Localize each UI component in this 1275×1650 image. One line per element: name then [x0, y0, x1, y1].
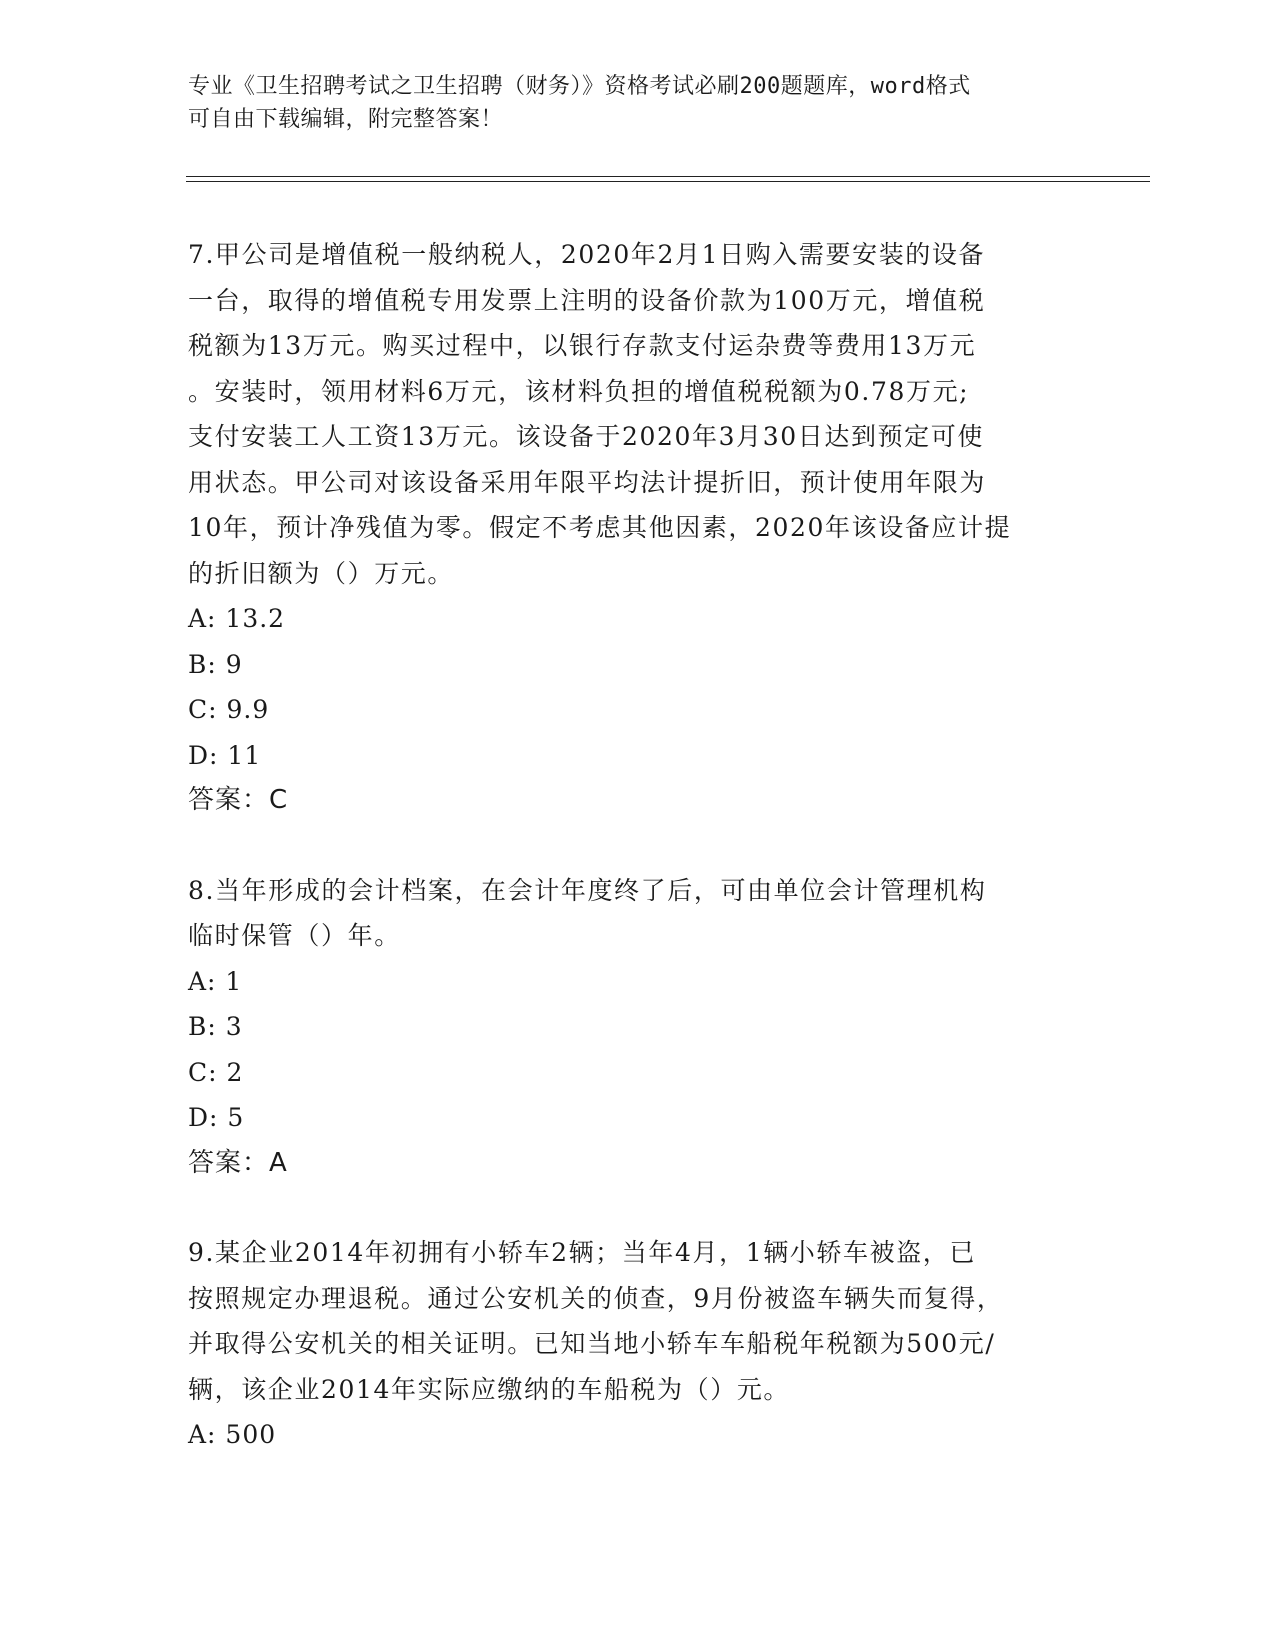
question-text-line: 7.甲公司是增值税一般纳税人，2020年2月1日购入需要安装的设备: [188, 240, 986, 269]
header-line: 可自由下载编辑，附完整答案！: [188, 107, 504, 132]
question-text-line: 。安装时，领用材料6万元，该材料负担的增值税税额为0.78万元;: [188, 376, 970, 406]
question-9: [188, 1230, 1068, 1458]
header-line: 专业《卫生招聘考试之卫生招聘（财务）》资格考试必刷200题题库，word格式: [188, 74, 971, 99]
question-text-line: 9.某企业2014年初拥有小轿车2辆；当年4月，1辆小轿车被盗，已: [188, 1238, 976, 1267]
option-d: D: 11: [188, 740, 262, 770]
question-text-line: 的折旧额为（）万元。: [188, 558, 455, 588]
question-7: [188, 232, 1068, 824]
header-divider: [186, 176, 1150, 182]
question-text-line: 临时保管（）年。: [188, 921, 401, 950]
question-text-line: 用状态。甲公司对该设备采用年限平均法计提折旧，预计使用年限为: [188, 467, 987, 497]
question-text-line: 10年，预计净残值为零。假定不考虑其他因素，2020年该设备应计提: [188, 513, 1012, 542]
option-b: B: 9: [188, 649, 243, 679]
option-d: D: 5: [188, 1103, 245, 1132]
option-a: A: 1: [188, 966, 243, 996]
question-list: [188, 232, 1068, 1502]
option-b: B: 3: [188, 1012, 243, 1041]
answer: 答案：A: [188, 1147, 288, 1178]
option-a: A: 13.2: [188, 604, 286, 633]
question-text-line: 税额为13万元。购买过程中，以银行存款支付运杂费等费用13万元: [188, 331, 977, 360]
question-text-line: 支付安装工人工资13万元。该设备于2020年3月30日达到预定可使: [188, 422, 984, 451]
question-text-line: 8.当年形成的会计档案，在会计年度终了后，可由单位会计管理机构: [188, 875, 987, 905]
option-c: C: 2: [188, 1057, 244, 1087]
answer: 答案：C: [188, 785, 289, 815]
question-8: [188, 868, 1068, 1187]
question-text-line: 并取得公安机关的相关证明。已知当地小轿车车船税年税额为500元/: [188, 1329, 996, 1358]
option-a: A: 500: [188, 1420, 277, 1449]
document-header: [188, 70, 1068, 136]
question-text-line: 一台，取得的增值税专用发票上注明的设备价款为100万元，增值税: [188, 285, 986, 315]
option-c: C: 9.9: [188, 695, 270, 724]
question-text-line: 辆，该企业2014年实际应缴纳的车船税为（）元。: [188, 1374, 791, 1404]
question-text-line: 按照规定办理退税。通过公安机关的侦查，9月份被盗车辆失而复得，: [188, 1283, 1004, 1313]
